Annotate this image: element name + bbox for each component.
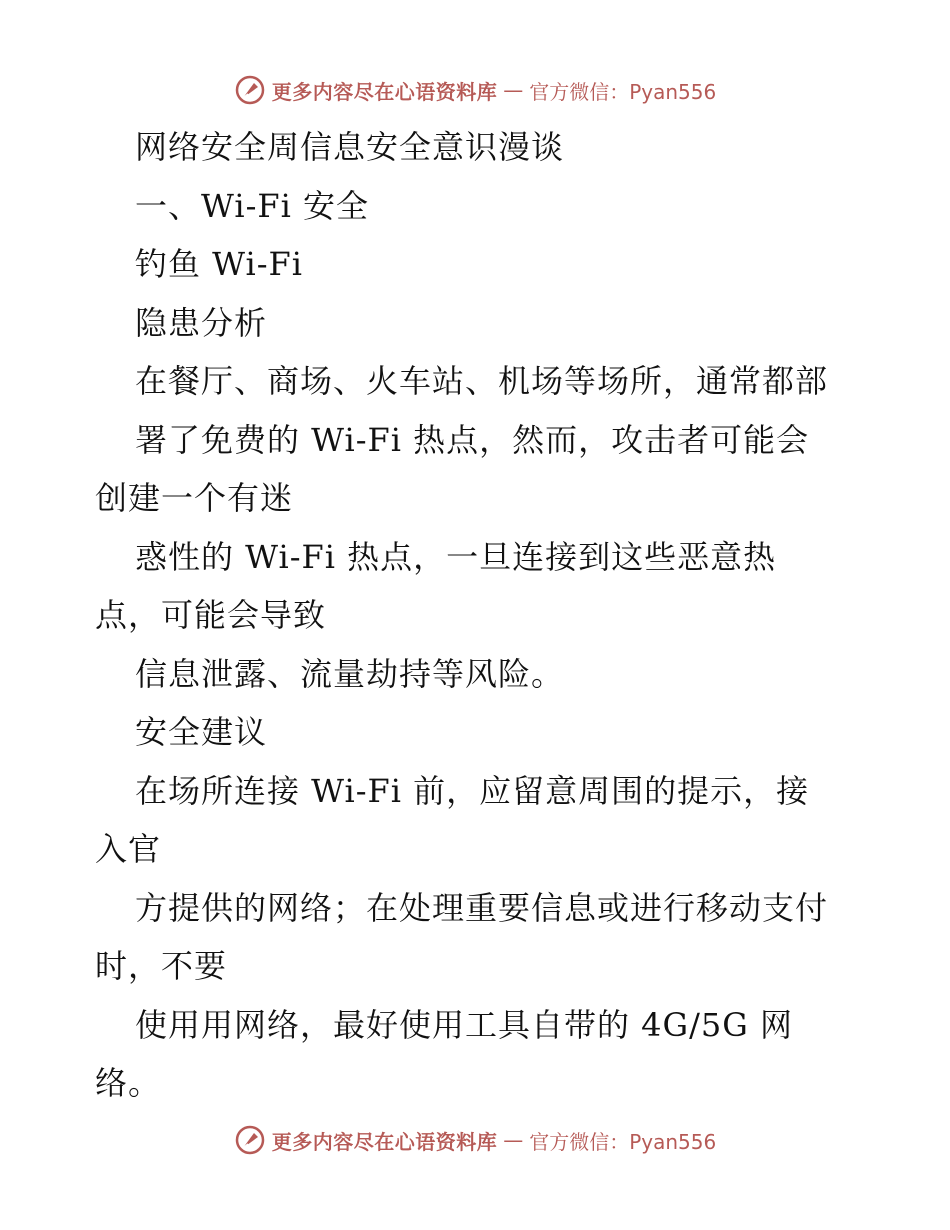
text-line: 络。 [95, 1064, 162, 1102]
text-line: 时，不要 [95, 947, 228, 985]
banner-separator: — [503, 78, 524, 102]
footer-banner [0, 1120, 950, 1160]
text-line: 使用用网络，最好使用工具自带的 4G/5G 网 [135, 1005, 793, 1044]
text-line: 点，可能会导致 [95, 596, 327, 634]
text-line: 安全建议 [135, 713, 268, 751]
banner-title: 更多内容尽在心语资料库 [271, 1129, 498, 1154]
text-line: 在餐厅、商场、火车站、机场等场所，通常都部 [135, 362, 829, 400]
banner-title: 更多内容尽在心语资料库 [271, 79, 498, 104]
text-line: 信息泄露、流量劫持等风险。 [135, 654, 565, 693]
text-line: 网络安全周信息安全意识漫谈 [135, 128, 565, 166]
banner-wechat: 官方微信：Pyan556 [529, 79, 717, 104]
text-line: 钓鱼 Wi-Fi [135, 245, 303, 283]
banner-separator: — [503, 1128, 524, 1152]
text-line: 在场所连接 Wi-Fi 前，应留意周围的提示，接 [135, 771, 810, 810]
text-line: 隐患分析 [135, 303, 268, 342]
text-line: 创建一个有迷 [95, 479, 294, 517]
text-line: 方提供的网络；在处理重要信息或进行移动支付 [135, 888, 829, 927]
header-banner [0, 70, 950, 110]
text-line: 惑性的 Wi-Fi 热点，一旦连接到这些恶意热 [135, 537, 777, 576]
document-body [95, 118, 855, 1113]
text-line: 署了免费的 Wi-Fi 热点，然而，攻击者可能会 [135, 420, 810, 459]
pen-nib-circle-icon [234, 1124, 266, 1156]
banner-wechat: 官方微信：Pyan556 [529, 1129, 717, 1154]
pen-nib-circle-icon [234, 74, 266, 106]
text-line: 一、Wi-Fi 安全 [135, 186, 369, 225]
text-line: 入官 [95, 830, 162, 868]
